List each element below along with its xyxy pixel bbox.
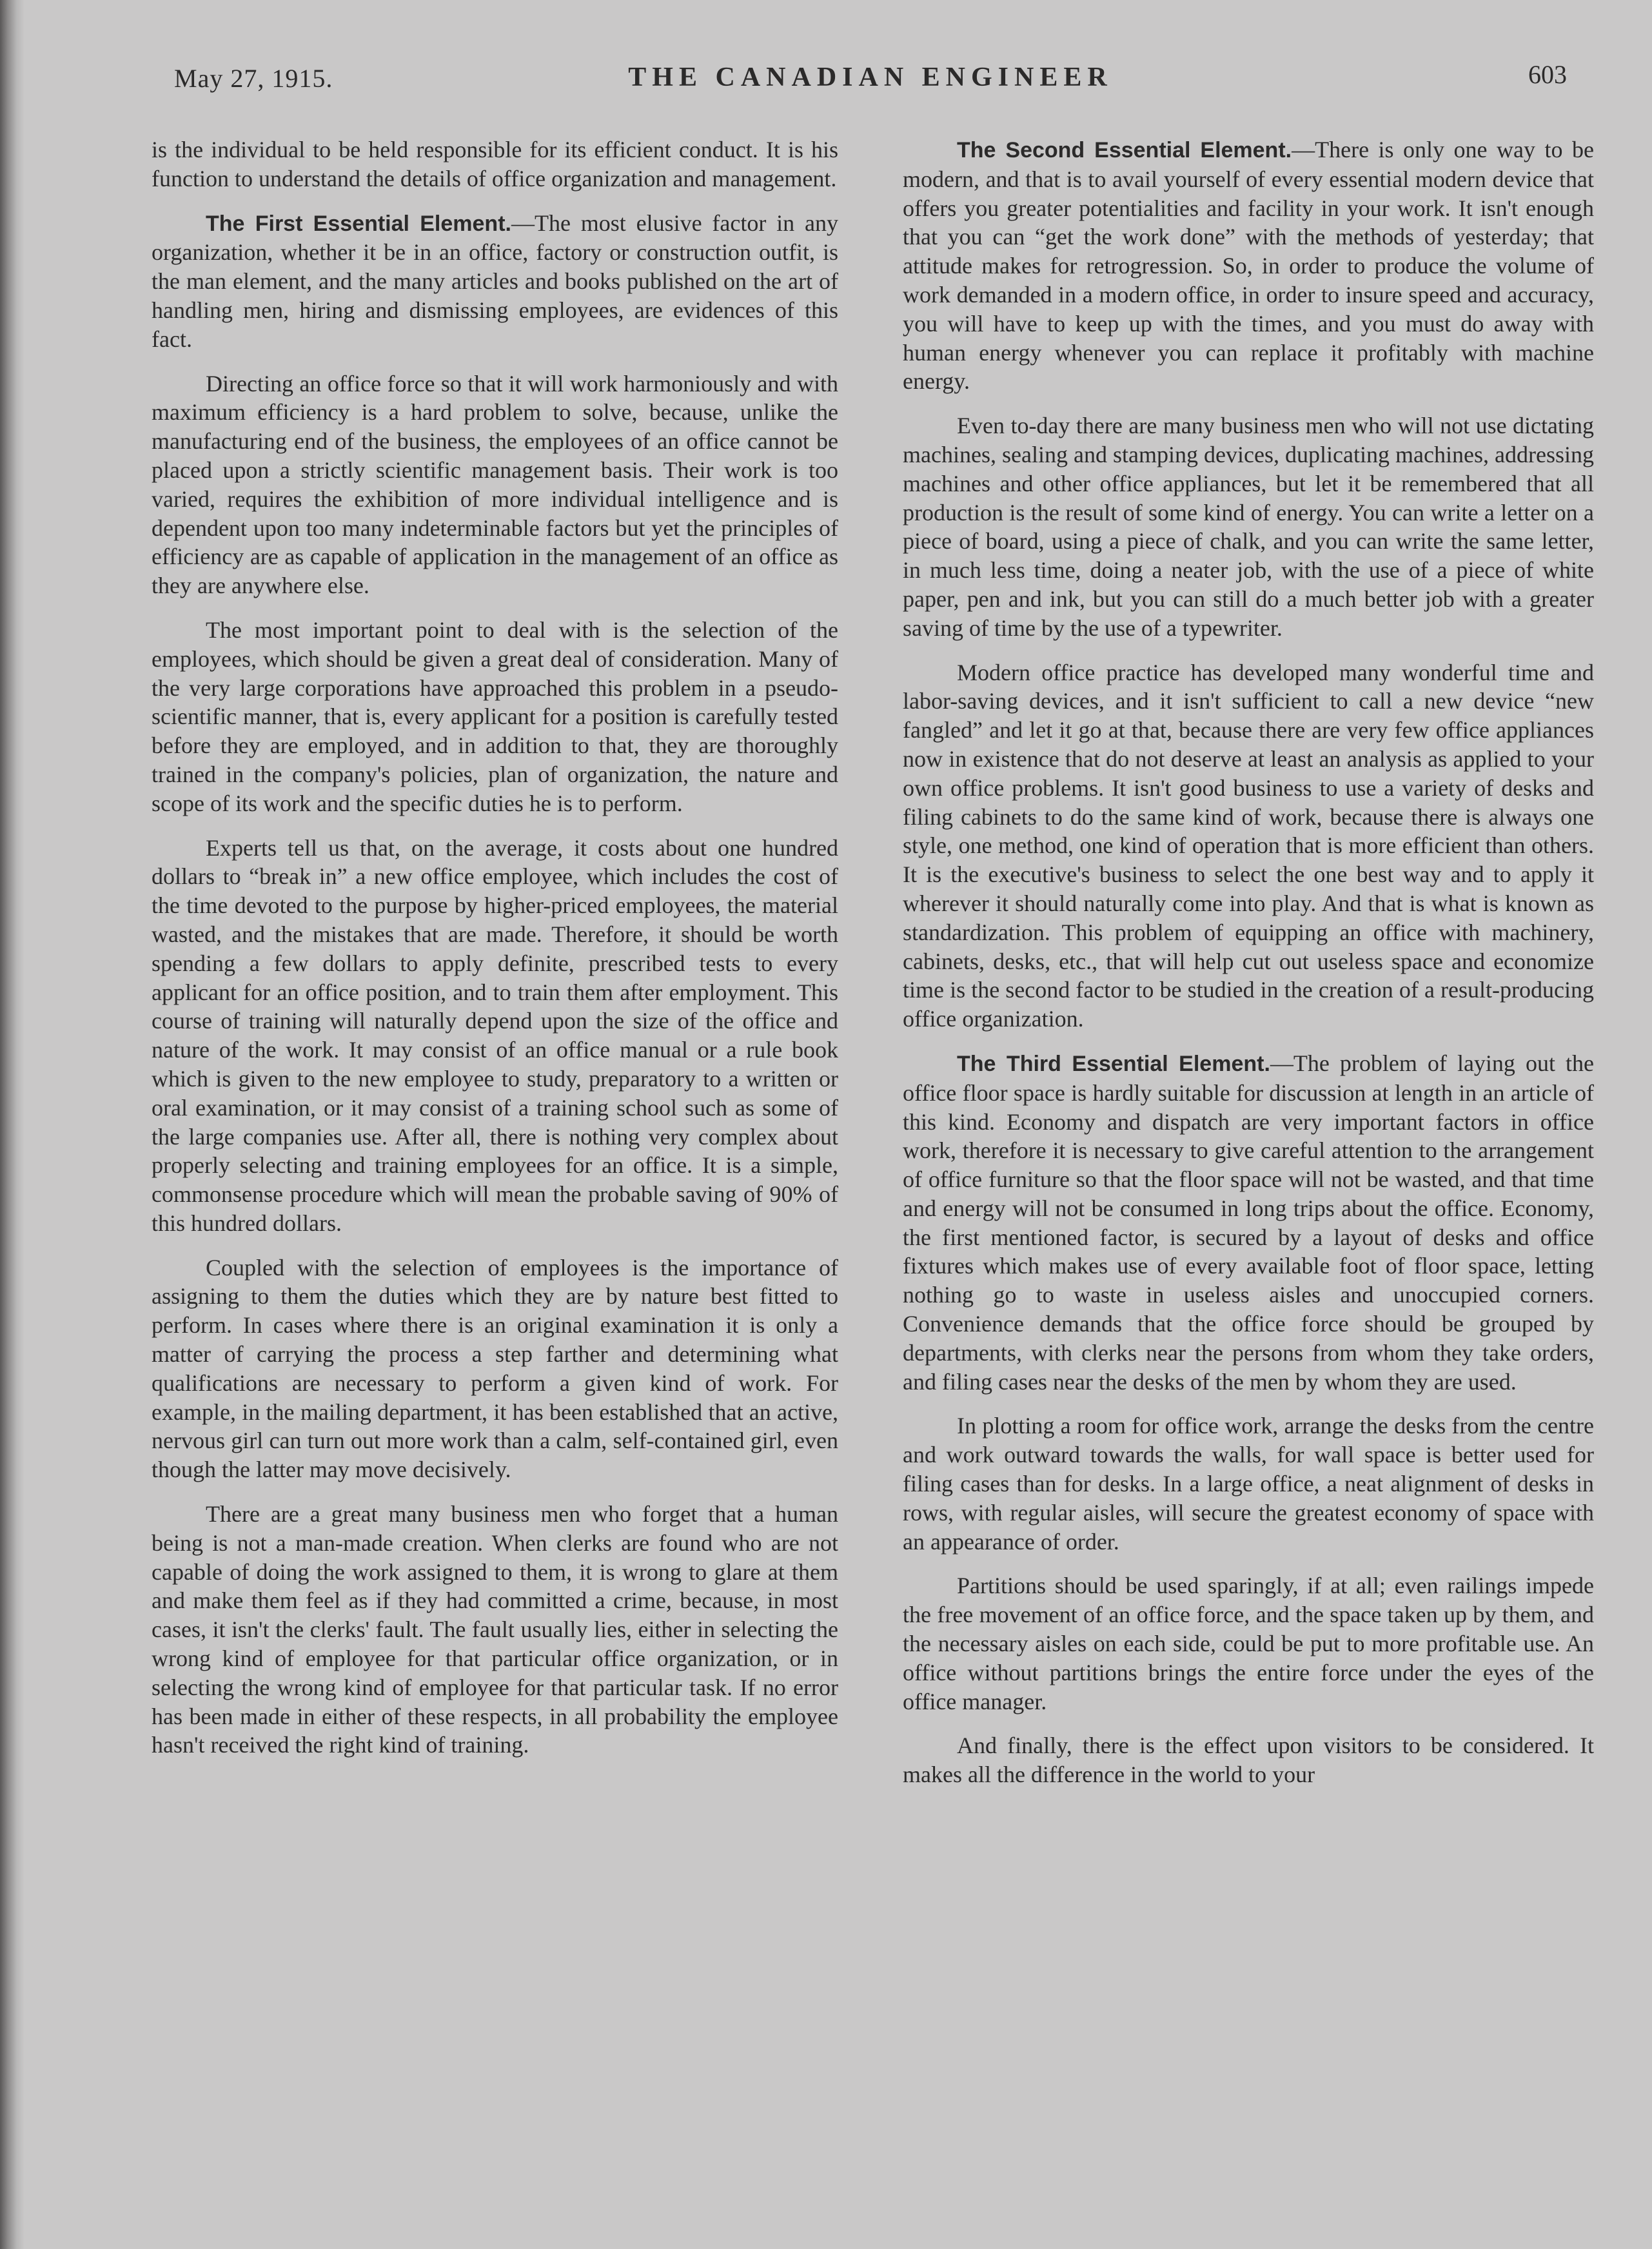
paragraph-text: —There is only one way to be modern, and that is to avail yourself of every essential modern device that offers you greater potentialities and facility in your work. It isn't enough that you can “get the work done” with the methods of yesterday; that attitude makes for retrogression. So, in order to produce the volume of work demanded in a modern office, in order to insure speed and accuracy, you will have to keep up with the times, and you must do away with human energy whenever you can replace it profitably with machine energy. — [903, 137, 1594, 395]
paragraph: Partitions should be used sparingly, if at all; even railings impede the free movement of an office force, and the space taken up by them, and the necessary aisles on each side, could be put to more profitable use. An office without partitions brings the entire force under the eyes of the office manager. — [903, 1573, 1594, 1714]
running-header — [174, 59, 1567, 104]
journal-title: THE CANADIAN ENGINEER — [628, 63, 1113, 92]
paragraph: In plotting a room for office work, arrange the desks from the centre and work outward towards the walls, for wall space is better used for filing cases than for desks. In a large office, a neat alignment of desks in rows, with regular aisles, will secure the greatest economy of space with an appearance of order. — [903, 1413, 1594, 1555]
paragraph: Directing an office force so that it will work harmoniously and with maximum efficiency is a hard problem to solve, because, unlike the manufacturing end of the business, the employees of an office cannot be placed upon a strictly scientific management basis. Their work is too varied, requires the exhibition of more individual intelligence and is dependent upon too many indeterminable factors but yet the principles of efficiency are as capable of application in the management of an office as they are anywhere else. — [152, 370, 838, 599]
right-column — [903, 135, 1594, 1789]
page-number: 603 — [1528, 60, 1567, 89]
paragraph: There are a great many business men who forget that a human being is not a man-made creation. When clerks are found who are not capable of doing the work assigned to them, it is wrong to glare at them and make them feel as if they had committed a crime, because, in most cases, it isn't the clerks' fault. The fault usually lies, either in selecting the wrong kind of employee for that particular office organization, or in selecting the wrong kind of employee for that particular task. If no error has been made in either of these respects, in all probability the employee hasn't received the right kind of training. — [152, 1501, 838, 1758]
paragraph: And finally, there is the effect upon visitors to be considered. It makes all the difference in the world to your — [903, 1733, 1594, 1788]
paragraph — [903, 135, 1594, 396]
paragraph: Even to-day there are many business men who will not use dictating machines, sealing and stamping devices, duplicating machines, addressing machines and other office appliances, but let it be remembered that all production is the result of some kind of energy. You can write a letter on a piece of board, using a piece of chalk, and you can write the same letter, in much less time, doing a neater job, with the use of a piece of white paper, pen and ink, but you can still do a much better job with a greater saving of time by the use of a typewriter. — [903, 413, 1594, 641]
paragraph: Coupled with the selection of employees is the importance of assigning to them the duties which they are by nature best fitted to perform. In cases where there is an original examination it is only a matter of carrying the process a step farther and determining what qualifications are necessary to perform a given kind of work. For example, in the mailing department, it has been established that an active, nervous girl can turn out more work than a calm, self-contained girl, even though the latter may move decisively. — [152, 1254, 838, 1483]
left-column — [152, 135, 838, 1760]
section-heading: The Third Essential Element. — [957, 1051, 1270, 1076]
paragraph — [152, 209, 838, 354]
paragraph: The most important point to deal with is the selection of the employees, which should be given a great deal of consideration. Many of the very large corporations have approached this problem in a pseudo-scientific manner, that is, every applicant for a position is carefully tested before they are employed, and in addition to that, they are thoroughly trained in the company's policies, plan of organization, the nature and scope of its work and the specific duties he is to perform. — [152, 616, 838, 816]
paragraph: Experts tell us that, on the average, it costs about one hundred dollars to “break in” a new office employee, which includes the cost of the time devoted to the purpose by higher-priced employees, the material wasted, and the mistakes that are made. Therefore, it should be worth spending a few dollars to apply definite, prescribed tests to every applicant for an office position, and to train them after employment. This course of training will naturally depend upon the size of the office and nature of the work. It may consist of an office manual or a rule book which is given to the new employee to study, preparatory to a written or oral examination, or it may consist of a training school such as some of the large companies use. After all, there is nothing very complex about properly selecting and training employees for an office. It is a simple, commonsense procedure which will mean the probable saving of 90% of this hundred dollars. — [152, 834, 838, 1236]
paragraph — [903, 1049, 1594, 1397]
issue-date: May 27, 1915. — [174, 64, 333, 93]
paragraph: Modern office practice has developed many wonderful time and labor-saving devices, and it isn't sufficient to call a new device “new fangled” and let it go at that, because there are very few office appliances now in existence that do not deserve at least an analysis as applied to your own office problems. It isn't good business to use a variety of desks and filing cabinets to do the same kind of work, because there is always one style, one method, one kind of operation that is more efficient than others. It is the executive's business to select the one best way and to apply it wherever it should naturally come into play. And that is what is known as standardization. This problem of equipping an office with machinery, cabinets, desks, etc., that will help cut out useless space and economize time is the second factor to be studied in the creation of a result-producing office organization. — [903, 659, 1594, 1032]
paragraph-text: —The problem of laying out the office floor space is hardly suitable for discussion at length in an article of this kind. Economy and dispatch are very important factors in office work, therefore it is necessary to give careful attention to the arrangement of office furniture so that the floor space will not be wasted, and that time and energy will not be consumed in long trips about the office. Economy, the first mentioned factor, is secured by a layout of desks and office fixtures which makes use of every available foot of floor space, letting nothing go to waste in useless aisles and unoccupied corners. Convenience demands that the office force should be grouped by departments, with clerks near the persons from whom they take orders, and filing cases near the desks of the men by whom they are used. — [903, 1050, 1594, 1395]
paragraph-text: —The most elusive factor in any organization, whether it be in an office, factory or construction outfit, is the man element, and the many articles and books published on the art of handling men, hiring and dismissing employees, are evidences of this fact. — [152, 210, 838, 352]
paragraph: is the individual to be held responsible for its efficient conduct. It is his function to understand the details of office organization and management. — [152, 137, 838, 192]
section-heading: The Second Essential Element. — [957, 138, 1292, 162]
section-heading: The First Essential Element. — [206, 211, 511, 236]
